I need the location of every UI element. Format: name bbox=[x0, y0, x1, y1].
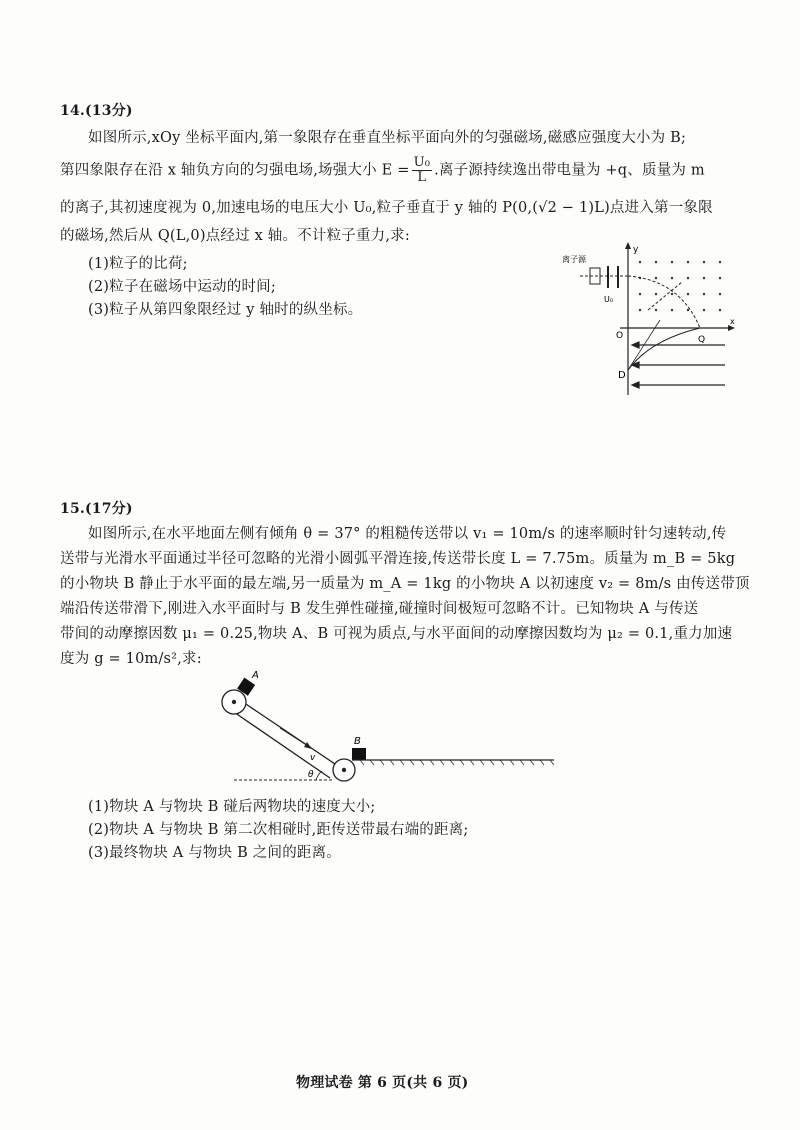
q14-line4: 的磁场,然后从 Q(L,0)点经过 x 轴。不计粒子重力,求: bbox=[60, 228, 410, 244]
u0-label: U₀ bbox=[604, 295, 614, 304]
q14-line3: 的离子,其初速度视为 0,加速电场的电压大小 U₀,粒子垂直于 y 轴的 P(0,(√2 − 1)L)点进入第一象限 bbox=[60, 200, 713, 216]
q15-header: 15.(17分) bbox=[60, 501, 133, 517]
q14-sub1: (1)粒子的比荷; bbox=[88, 256, 188, 272]
ground-hatching bbox=[360, 760, 554, 765]
q15-line4: 端沿传送带滑下,刚进入水平面时与 B 发生弹性碰撞,碰撞时间极短可忽略不计。已知物块 A 与传送 bbox=[60, 601, 699, 617]
q15-sub3: (3)最终物块 A 与物块 B 之间的距离。 bbox=[88, 845, 342, 861]
velocity-label: v bbox=[310, 753, 316, 763]
q15-line5: 带间的动摩擦因数 μ₁ = 0.25,物块 A、B 可视为质点,与水平面间的动摩擦因数均为 μ₂ = 0.1,重力加速 bbox=[60, 626, 733, 642]
origin-label: O bbox=[616, 331, 624, 341]
q15-line1: 如图所示,在水平地面左侧有倾角 θ = 37° 的粗糙传送带以 v₁ = 10m/s 的速率顺时针匀速转动,传 bbox=[88, 526, 727, 542]
q14-figure bbox=[560, 240, 740, 400]
belt-bottom bbox=[228, 708, 330, 778]
y-axis-arrow bbox=[625, 242, 631, 249]
ion-source-label: 离子源 bbox=[562, 255, 586, 264]
block-b bbox=[352, 748, 366, 760]
q15-line3: 的小物块 B 静止于水平面的最左端,另一质量为 m_A = 1kg 的小物块 A 以初速度 v₂ = 8m/s 由传送带顶 bbox=[60, 576, 750, 592]
fraction-numerator: U₀ bbox=[413, 155, 431, 170]
q15-sub1: (1)物块 A 与物块 B 碰后两物块的速度大小; bbox=[88, 799, 376, 815]
q14-sub3: (3)粒子从第四象限经过 y 轴时的纵坐标。 bbox=[88, 302, 363, 318]
q14-line2-a: 第四象限存在沿 x 轴负方向的匀强电场,场强大小 E = bbox=[60, 162, 410, 179]
velocity-arrowhead bbox=[304, 742, 312, 749]
field-dots bbox=[639, 261, 721, 311]
q14-fraction bbox=[412, 156, 433, 185]
q14-line1: 如图所示,xOy 坐标平面内,第一象限存在垂直坐标平面向外的匀强磁场,磁感应强度大小为 B; bbox=[88, 130, 687, 146]
q14-header: 14.(13分) bbox=[60, 103, 133, 119]
bottom-pulley-axle bbox=[342, 768, 346, 772]
q14-sub2: (2)粒子在磁场中运动的时间; bbox=[88, 279, 276, 295]
d-point-label: D bbox=[618, 370, 626, 381]
page-footer: 物理试卷 第 6 页(共 6 页) bbox=[296, 1075, 469, 1091]
x-axis-label: x bbox=[730, 317, 735, 326]
fraction-denominator: L bbox=[417, 170, 427, 185]
theta-label: θ bbox=[308, 770, 314, 780]
q15-line2: 送带与光滑水平面通过半径可忽略的光滑小圆弧平滑连接,传送带长度 L = 7.75m。质量为 m_B = 5kg bbox=[60, 551, 736, 567]
q-point-label: Q bbox=[698, 335, 706, 345]
radius-line bbox=[648, 282, 682, 310]
q15-sub2: (2)物块 A 与物块 B 第二次相碰时,距传送带最右端的距离; bbox=[88, 822, 469, 838]
block-b-label: B bbox=[354, 736, 361, 747]
field-arrows bbox=[632, 342, 725, 388]
q14-line2 bbox=[60, 156, 705, 185]
q14-line2-b: .离子源持续逸出带电量为 +q、质量为 m bbox=[434, 162, 705, 179]
y-axis-label: y bbox=[633, 245, 639, 255]
trajectory-arc bbox=[628, 276, 700, 328]
velocity-arrow bbox=[280, 728, 308, 746]
q15-figure bbox=[220, 670, 560, 785]
q15-line6: 度为 g = 10m/s²,求: bbox=[60, 651, 202, 667]
block-a-label: A bbox=[252, 670, 259, 681]
top-pulley-axle bbox=[232, 700, 236, 704]
